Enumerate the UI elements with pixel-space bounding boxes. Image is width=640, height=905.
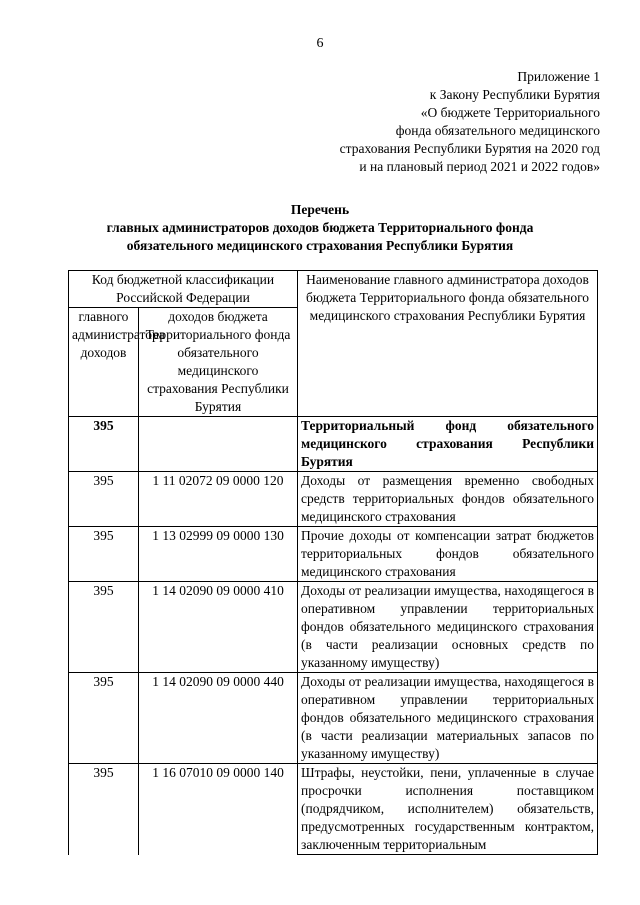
income-code-cell: 1 14 02090 09 0000 410 — [139, 582, 298, 673]
admin-code-cell: 395 — [69, 673, 139, 764]
table-header-row — [69, 271, 598, 308]
table-row — [69, 673, 598, 764]
name-cell: Доходы от размещения временно свободных средств территориальных фондов обязательного медицинского страхования — [298, 472, 598, 527]
table-row — [69, 472, 598, 527]
document-title — [0, 201, 640, 255]
header-administrator-name: Наименование главного администратора доходов бюджета Территориального фонда обязательного медицинского страхования Республики Бурятия — [298, 271, 598, 417]
admin-code-cell: 395 — [69, 527, 139, 582]
name-cell: Доходы от реализации имущества, находящегося в оперативном управлении территориальных фондов обязательного медицинского страхования (в части реализации материальных запасов по указанному имуществу) — [298, 673, 598, 764]
title-line: Перечень — [290, 202, 350, 217]
income-code-cell: 1 11 02072 09 0000 120 — [139, 472, 298, 527]
administrators-table — [68, 270, 598, 855]
appendix-block — [340, 68, 600, 176]
header-admin-code: главного администратора доходов — [69, 308, 139, 417]
title-line: главных администраторов доходов бюджета Территориального фонда — [106, 220, 534, 235]
name-cell: Прочие доходы от компенсации затрат бюджетов территориальных фондов обязательного медицинского страхования — [298, 527, 598, 582]
table-row — [69, 417, 598, 472]
appendix-line: и на плановый период 2021 и 2022 годов» — [359, 159, 600, 174]
income-code-cell: 1 14 02090 09 0000 440 — [139, 673, 298, 764]
title-line: обязательного медицинского страхования Республики Бурятия — [126, 238, 514, 253]
appendix-line: фонда обязательного медицинского — [395, 123, 600, 138]
income-code-cell: 1 13 02999 09 0000 130 — [139, 527, 298, 582]
table-row — [69, 527, 598, 582]
admin-code-cell: 395 — [69, 417, 139, 472]
name-cell: Доходы от реализации имущества, находящегося в оперативном управлении территориальных фондов обязательного медицинского страхования (в части реализации основных средств по указанному имуществу) — [298, 582, 598, 673]
appendix-line: страхования Республики Бурятия на 2020 год — [339, 141, 600, 156]
table-row — [69, 764, 598, 855]
header-budget-classification: Код бюджетной классификации Российской Федерации — [69, 271, 298, 308]
income-code-cell: 1 16 07010 09 0000 140 — [139, 764, 298, 855]
name-cell: Территориальный фонд обязательного медицинского страхования Республики Бурятия — [298, 417, 598, 472]
income-code-cell — [139, 417, 298, 472]
header-income-code: доходов бюджета Территориального фонда обязательного медицинского страхования Республики Бурятия — [139, 308, 298, 417]
table-row — [69, 582, 598, 673]
admin-code-cell: 395 — [69, 472, 139, 527]
admin-code-cell: 395 — [69, 764, 139, 855]
name-cell: Штрафы, неустойки, пени, уплаченные в случае просрочки исполнения поставщиком (подрядчиком, исполнителем) обязательств, предусмотренных государственным контрактом, заключенным территориальным — [298, 764, 598, 855]
admin-code-cell: 395 — [69, 582, 139, 673]
appendix-line: к Закону Республики Бурятия — [429, 87, 600, 102]
page-number: 6 — [316, 36, 324, 51]
appendix-line: «О бюджете Территориального — [420, 105, 600, 120]
appendix-line: Приложение 1 — [517, 69, 600, 84]
